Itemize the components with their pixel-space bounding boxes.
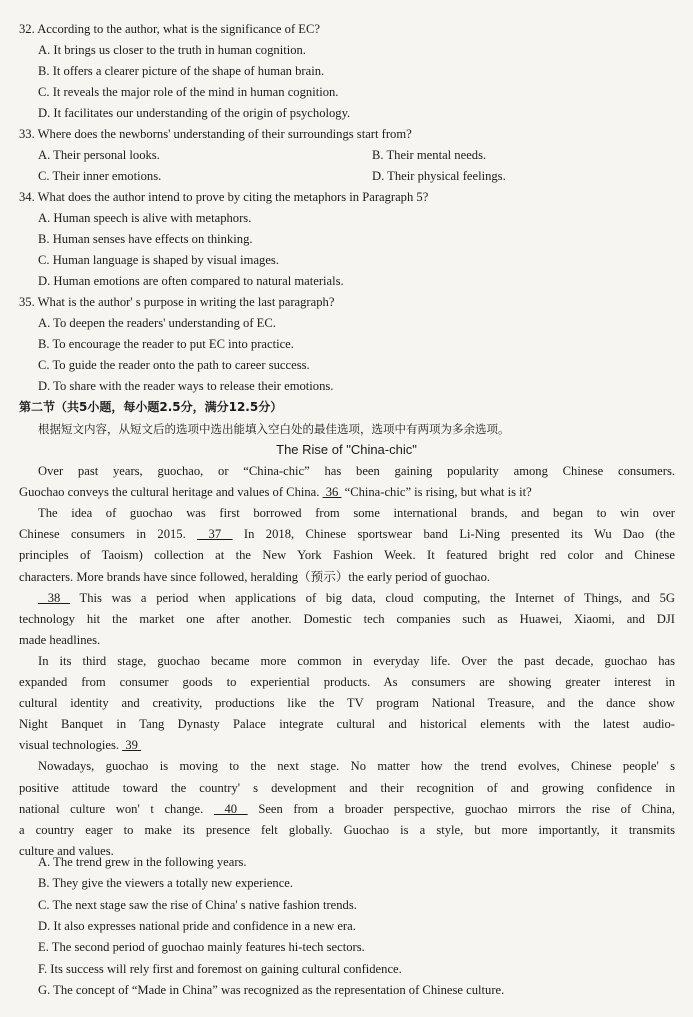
text-segment: visual technologies. — [19, 738, 123, 753]
q35-option-b: B. To encourage the reader to put EC into practice. — [38, 337, 294, 351]
question-34-stem: 34. What does the author intend to prove by citing the metaphors in Paragraph 5? — [19, 190, 429, 204]
text-segment: Chinese consumers in 2015. — [19, 527, 198, 542]
blank-40: 40 — [213, 801, 248, 816]
article-line: cultural identity and creativity, productions like the TV program National Treasure, and the dance show — [19, 696, 675, 711]
article-line: Night Banquet in Tang Dynasty Palace integrate cultural and historical elements with the latest audio- — [19, 717, 675, 732]
article-title: The Rise of "China-chic" — [276, 442, 417, 457]
question-32-stem: 32. According to the author, what is the significance of EC? — [19, 22, 320, 36]
article-line: The idea of guochao was first borrowed from some international brands, and began to win over — [38, 506, 675, 521]
text-segment: Guochao conveys the cultural heritage and values of China. — [19, 485, 323, 500]
q32-option-a: A. It brings us closer to the truth in human cognition. — [38, 43, 306, 57]
article-line: In its third stage, guochao became more common in everyday life. Over the past decade, guochao has — [38, 653, 675, 668]
option-f: F. Its success will rely first and foremost on gaining cultural confidence. — [38, 961, 402, 976]
q34-option-d: D. Human emotions are often compared to natural materials. — [38, 274, 344, 288]
article-line: Nowadays, guochao is moving to the next stage. No matter how the trend evolves, Chinese people' s — [38, 759, 675, 774]
article-line: made headlines. — [19, 632, 101, 647]
section-heading: 第二节（共5小题，每小题2.5分，满分12.5分） — [19, 400, 283, 414]
q35-option-a: A. To deepen the readers' understanding of EC. — [38, 316, 276, 330]
option-d: D. It also expresses national pride and confidence in a new era. — [38, 918, 356, 933]
question-35-stem: 35. What is the author' s purpose in writing the last paragraph? — [19, 295, 335, 309]
option-e: E. The second period of guochao mainly features hi-tech sectors. — [38, 940, 365, 955]
option-g: G. The concept of “Made in China” was recognized as the representation of Chinese culture. — [38, 982, 505, 997]
text-segment: This was a period when applications of big data, cloud computing, the Internet of Things, and 5G — [70, 590, 675, 605]
article-line — [19, 527, 675, 541]
article-line — [19, 485, 693, 499]
article-line: expanded from consumer goods to experiential products. As consumers are showing greater interest in — [19, 675, 675, 689]
option-a: A. The trend grew in the following years. — [38, 855, 247, 869]
article-line — [38, 591, 675, 605]
article-line: Over past years, guochao, or “China-chic” has been gaining popularity among Chinese consumers. — [38, 464, 675, 478]
q35-option-d: D. To share with the reader ways to release their emotions. — [38, 379, 334, 393]
blank-38: 38 — [38, 590, 71, 605]
blank-39: 39 — [122, 738, 142, 753]
q32-option-d: D. It facilitates our understanding of the origin of psychology. — [38, 106, 351, 120]
article-line: culture and values. — [19, 843, 114, 858]
question-33-stem: 33. Where does the newborns' understanding of their surroundings start from? — [19, 127, 412, 141]
text-segment: Seen from a broader perspective, guochao mirrors the rise of China, — [247, 801, 675, 816]
section-instruction: 根据短文内容，从短文后的选项中选出能填入空白处的最佳选项，选项中有两项为多余选项。 — [38, 422, 510, 436]
q34-option-c: C. Human language is shaped by visual images. — [38, 253, 279, 267]
q33-option-d: D. Their physical feelings. — [372, 169, 506, 183]
q32-option-b: B. It offers a clearer picture of the shape of human brain. — [38, 64, 325, 78]
article-line: technology hit the market one after another. Domestic tech companies such as Huawei, Xiaomi, and DJI — [19, 611, 675, 626]
q34-option-a: A. Human speech is alive with metaphors. — [38, 211, 252, 225]
article-line — [19, 738, 693, 752]
q32-option-c: C. It reveals the major role of the mind in human cognition. — [38, 85, 339, 99]
blank-36: 36 — [322, 485, 342, 500]
article-line: principles of Taoism) collection at the New York Fashion Week. It featured bright red color and Chinese — [19, 548, 675, 563]
article-line: characters. More brands have since followed, heralding（预示）the early period of guochao. — [19, 569, 491, 584]
article-line — [19, 802, 675, 816]
option-c: C. The next stage saw the rise of China' s native fashion trends. — [38, 897, 357, 912]
option-b: B. They give the viewers a totally new experience. — [38, 876, 294, 891]
q33-option-a: A. Their personal looks. — [38, 148, 160, 162]
q35-option-c: C. To guide the reader onto the path to career success. — [38, 358, 310, 372]
q33-option-b: B. Their mental needs. — [372, 148, 487, 162]
text-segment: In 2018, Chinese sportswear band Li-Ning presented its Wu Dao (the — [232, 527, 675, 542]
article-line: a country eager to make its presence felt globally. Guochao is a style, but more importantly, it transmits — [19, 822, 675, 837]
q33-option-c: C. Their inner emotions. — [38, 169, 162, 183]
text-segment: “China-chic” is rising, but what is it? — [341, 485, 532, 500]
q34-option-b: B. Human senses have effects on thinking. — [38, 232, 253, 246]
text-segment: national culture won' t change. — [19, 801, 214, 816]
blank-37: 37 — [197, 527, 233, 542]
article-line: positive attitude toward the country' s development and their recognition of and growing confidence in — [19, 780, 675, 795]
